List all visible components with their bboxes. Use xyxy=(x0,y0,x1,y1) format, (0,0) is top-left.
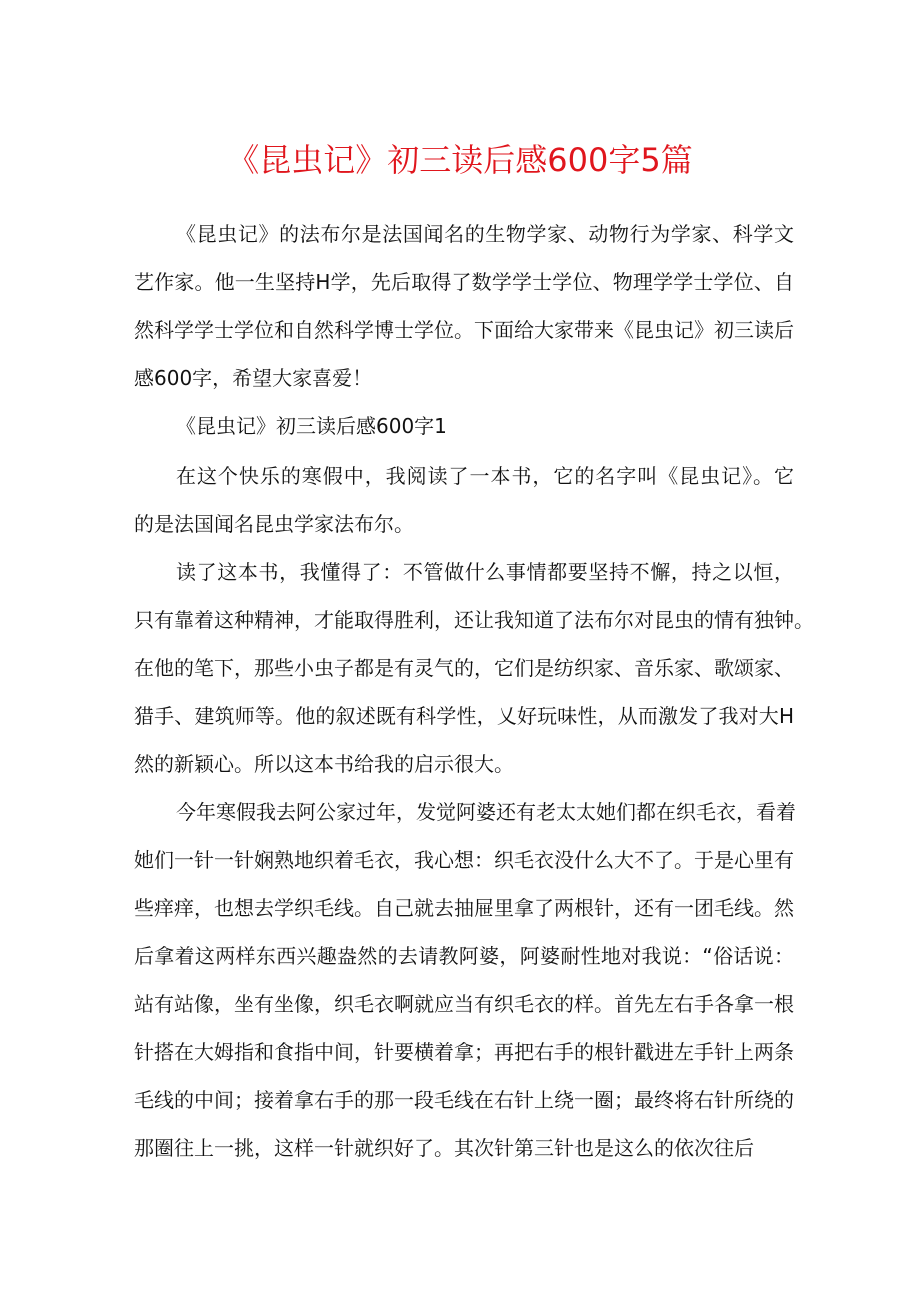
paragraph-line: 毛线的中间；接着拿右手的那一段毛线在右针上绕一圈；最终将右针所绕的 xyxy=(134,1088,794,1112)
section-heading: 《昆虫记》初三读后感600字1 xyxy=(176,414,447,438)
paragraph-line: 然科学学士学位和自然科学博士学位。下面给大家带来《昆虫记》初三读后 xyxy=(134,318,794,342)
paragraph-line: 感600字，希望大家喜爱！ xyxy=(134,366,373,390)
paragraph-line: 后拿着这两样东西兴趣盎然的去请教阿婆，阿婆耐性地对我说：“俗话说： xyxy=(134,944,794,968)
page-title: 《昆虫记》初三读后感600字5篇 xyxy=(227,141,693,179)
paragraph-line: 些痒痒，也想去学织毛线。自己就去抽屉里拿了两根针，还有一团毛线。然 xyxy=(134,896,794,920)
paragraph-line: 站有站像，坐有坐像，织毛衣啊就应当有织毛衣的样。首先左右手各拿一根 xyxy=(134,992,794,1016)
paragraph-line: 那圈往上一挑，这样一针就织好了。其次针第三针也是这么的依次往后 xyxy=(134,1136,754,1160)
paragraph-line: 然的新颖心。所以这本书给我的启示很大。 xyxy=(134,752,514,776)
paragraph-line: 今年寒假我去阿公家过年，发觉阿婆还有老太太她们都在织毛衣，看着 xyxy=(176,800,796,824)
paragraph-line: 只有靠着这种精神，才能取得胜利，还让我知道了法布尔对昆虫的情有独钟。 xyxy=(134,608,814,632)
paragraph-line: 的是法国闻名昆虫学家法布尔。 xyxy=(134,512,414,536)
paragraph-line: 在这个快乐的寒假中，我阅读了一本书，它的名字叫《昆虫记》。它 xyxy=(176,464,794,488)
paragraph-line: 在他的笔下，那些小虫子都是有灵气的，它们是纺织家、音乐家、歌颂家、 xyxy=(134,656,794,680)
paragraph-line: 艺作家。他一生坚持H学，先后取得了数学学士学位、物理学学士学位、自 xyxy=(134,270,794,294)
paragraph-line: 《昆虫记》的法布尔是法国闻名的生物学家、动物行为学家、科学文 xyxy=(176,222,794,246)
paragraph-line: 她们一针一针娴熟地织着毛衣，我心想：织毛衣没什么大不了。于是心里有 xyxy=(134,848,794,872)
paragraph-line: 猎手、建筑师等。他的叙述既有科学性，乂好玩味性，从而激发了我对大H xyxy=(134,704,794,728)
paragraph-line: 读了这本书，我懂得了：不管做什么事情都要坚持不懈，持之以恒， xyxy=(176,560,794,584)
paragraph-line: 针搭在大姆指和食指中间，针要横着拿；再把右手的根针戳进左手针上两条 xyxy=(134,1040,794,1064)
